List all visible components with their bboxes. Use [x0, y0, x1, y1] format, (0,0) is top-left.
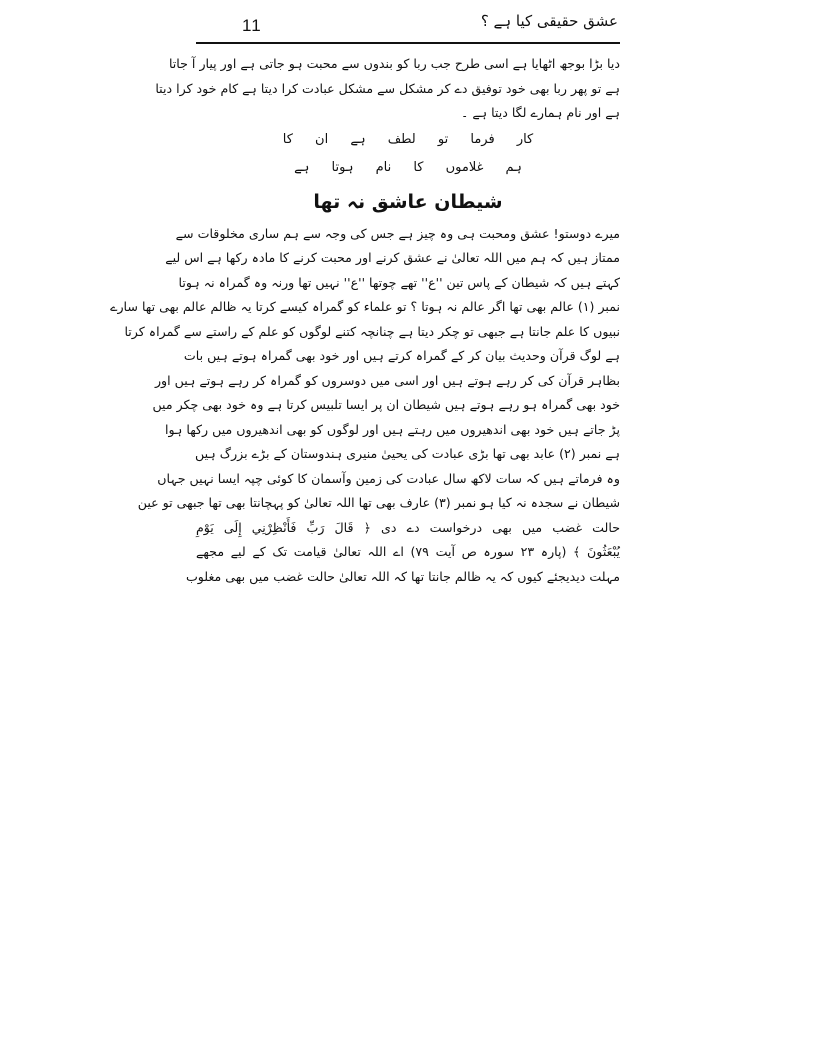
verse-line: ہم غلاموں کا نام ہوتا ہے [294, 159, 522, 175]
paragraph-line: میرے دوستو! عشق ومحبت ہی وہ چیز ہے جس کی وجہ سے ہم ساری مخلوقات سے [175, 225, 620, 241]
paragraph-line: مہلت دیدیجئے کیوں کہ یہ ظالم جانتا تھا کہ اللہ تعالیٰ حالت غضب میں بھی مغلوب [185, 568, 620, 584]
paragraph-line: حالت غضب میں بھی درخواست دے دی ﴿ قَالَ رَبِّ فَأَنْظِرْنِي إِلَى يَوْمِ [196, 519, 620, 535]
section-heading: شیطان عاشق نہ تھا [313, 190, 503, 213]
paragraph-line: پڑ جاتے ہیں خود بھی اندھیروں میں رہتے ہیں اور لوگوں کو بھی اندھیروں میں رکھا ہوا [165, 421, 620, 437]
body-text [110, 52, 620, 589]
paragraph-line: يُبْعَثُونَ ﴾ (پارہ ۲۳ سورہ ص آیت ۷۹) اے اللہ تعالیٰ قیامت تک کے لیے مجھے [196, 544, 620, 559]
verse-line: کار فرما تو لطف ہے ان کا [282, 131, 534, 147]
intro-line: ہے تو پھر ربا بھی خود توفیق دے کر مشکل سے مشکل عبادت کرا دیتا ہے کام خود کرا دیتا [155, 80, 620, 96]
intro-line: دیا بڑا بوجھ اٹھایا ہے اسی طرح جب ربا کو بندوں سے محبت ہو جاتی ہے اور پیار آ جاتا [168, 56, 620, 71]
book-page [110, 0, 620, 700]
header-rule [196, 42, 620, 44]
paragraph-line: ہے لوگ قرآن وحدیث بیان کر کے گمراہ کرتے ہیں اور خود بھی گمراہ ہوتے ہیں بات [183, 348, 620, 363]
paragraph-line: بظاہر قرآن کی کر رہے ہوتے ہیں اور اسی میں دوسروں کو گمراہ کر رہے ہوتے ہیں اور [154, 372, 620, 388]
running-title: عشق حقیقی کیا ہے ؟ [480, 12, 618, 30]
paragraph-line: نبیوں کا علم جانتا ہے جبھی تو چکر دیتا ہے چنانچہ کتنے لوگوں کو علم کے راستے سے گمراہ کرتا [124, 323, 620, 339]
paragraph-line: وہ فرماتے ہیں کہ سات لاکھ سال عبادت کی زمین وآسمان کا کوئی چپہ ایسا نہیں جہاں [157, 470, 620, 486]
paragraph-line: شیطان نے سجدہ نہ کیا ہو نمبر (۳) عارف بھی تھا اللہ تعالیٰ کو پہچانتا بھی تھا جبھی تو عین [137, 495, 620, 510]
paragraph-line: ممتاز ہیں کہ ہم میں اللہ تعالیٰ نے عشق کرنے اور محبت کرنے کا مادہ رکھا ہے اس لیے [165, 250, 620, 265]
paragraph-line: کہتے ہیں کہ شیطان کے پاس تین ''ع'' تھے چوتھا ''ع'' نہیں تھا ورنہ وہ گمراہ نہ ہوتا [178, 274, 620, 290]
paragraph-line: خود بھی گمراہ ہو رہے ہوتے ہیں شیطان ان پر ایسا تلبیس کرتا ہے وہ خود بھی چکر میں [152, 397, 620, 412]
page-header [196, 6, 620, 42]
intro-line: ہے اور نام ہمارے لگا دیتا ہے ۔ [460, 105, 620, 120]
paragraph-line: نمبر (۱) عالم بھی تھا اگر عالم نہ ہوتا ؟ تو علماء کو گمراہ کیسے کرتا یہ ظالم عالم بھی تھا سارے [110, 299, 620, 314]
paragraph-line: ہے نمبر (۲) عابد بھی تھا بڑی عبادت کی یحییٰ منیری ہندوستان کے بڑے بزرگ ہیں [195, 446, 620, 461]
page-number: 11 [242, 16, 262, 35]
